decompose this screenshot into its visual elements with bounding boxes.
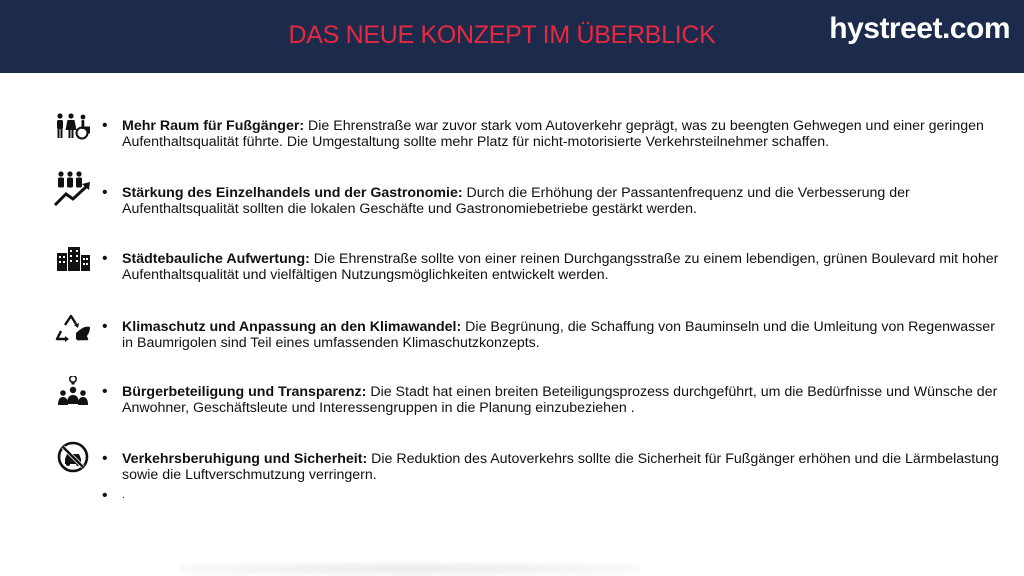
list-item: • Klimaschutz und Anpassung an den Klimawandel: Die Begrünung, die Schaffung von Bauminseln und die Umleitung von Regenwasser in Baumrigolen sind Teil eines umfassenden Klimaschutzkonzepts. <box>0 319 1024 379</box>
item-text: Bürgerbeteiligung und Transparenz: Die Stadt hat einen breiten Beteiligungsprozess durchgeführt, um die Bedürfnisse und Wünsche der Anwohner, Geschäftsleute und Interessengruppen in die Planung einzubeziehen . <box>122 384 998 416</box>
item-text: . <box>122 490 125 501</box>
people-growth-arrow-icon <box>52 177 94 213</box>
city-buildings-icon <box>52 243 94 279</box>
item-text: Klimaschutz und Anpassung an den Klimawandel: Die Begrünung, die Schaffung von Bauminseln und die Umleitung von Regenwasser in Baumrigolen sind Teil eines umfassenden Klimaschutzkonzepts. <box>122 319 995 351</box>
slide-title: DAS NEUE KONZEPT IM ÜBERBLICK <box>288 21 716 49</box>
decorative-shadow <box>180 562 640 576</box>
pedestrians-wheelchair-icon <box>52 110 94 146</box>
list-item: • . <box>102 487 125 504</box>
slide-header <box>0 0 1024 73</box>
group-idea-icon <box>52 376 94 412</box>
list-item: • Mehr Raum für Fußgänger: Die Ehrenstraße war zuvor stark vom Autoverkehr geprägt, was zu beengten Gehwegen und einer geringen Aufenthaltsqualität führte. Die Umgestaltung sollte mehr Platz für nicht-motorisierte Verkehrsteilnehmer schaffen. <box>0 118 1024 178</box>
list-item: • Bürgerbeteiligung und Transparenz: Die Stadt hat einen breiten Beteiligungsprozess durchgeführt, um die Bedürfnisse und Wünsche der Anwohner, Geschäftsleute und Interessengruppen in die Planung einzubeziehen . <box>0 384 1024 444</box>
item-text: Mehr Raum für Fußgänger: Die Ehrenstraße war zuvor stark vom Autoverkehr geprägt, was zu beengten Gehwegen und einer geringen Aufenthaltsqualität führte. Die Umgestaltung sollte mehr Platz für nicht-motorisierte Verkehrsteilnehmer schaffen. <box>122 118 984 150</box>
item-text: Verkehrsberuhigung und Sicherheit: Die Reduktion des Autoverkehrs sollte die Sicherheit für Fußgänger erhöhen und die Lärmbelastung sowie die Luftverschmutzung verringern. <box>122 451 999 483</box>
item-text: Stärkung des Einzelhandels und der Gastronomie: Durch die Erhöhung der Passantenfrequenz und die Verbesserung der Aufenthaltsqualität sollten die lokalen Geschäfte und Gastronomiebetriebe gestärkt werden. <box>122 185 910 217</box>
list-item: • Verkehrsberuhigung und Sicherheit: Die Reduktion des Autoverkehrs sollte die Sicherheit für Fußgänger erhöhen und die Lärmbelastung sowie die Luftverschmutzung verringern. <box>0 451 1024 511</box>
list-item: • Stärkung des Einzelhandels und der Gastronomie: Durch die Erhöhung der Passantenfrequenz und die Verbesserung der Aufenthaltsqualität sollten die lokalen Geschäfte und Gastronomiebetriebe gestärkt werden. <box>0 185 1024 245</box>
brand-logo: hystreet.com <box>829 12 1010 45</box>
list-item: • Städtebauliche Aufwertung: Die Ehrenstraße sollte von einer reinen Durchgangsstraße zu einem lebendigen, grünen Boulevard mit hoher Aufenthaltsqualität und vielfältigen Nutzungsmöglichkeiten entwickelt werden. <box>0 251 1024 311</box>
recycle-leaf-icon <box>52 311 94 347</box>
no-car-icon <box>52 443 94 479</box>
item-text: Städtebauliche Aufwertung: Die Ehrenstraße sollte von einer reinen Durchgangsstraße zu einem lebendigen, grünen Boulevard mit hoher Aufenthaltsqualität und vielfältigen Nutzungsmöglichkeiten entwickelt werden. <box>122 251 999 283</box>
